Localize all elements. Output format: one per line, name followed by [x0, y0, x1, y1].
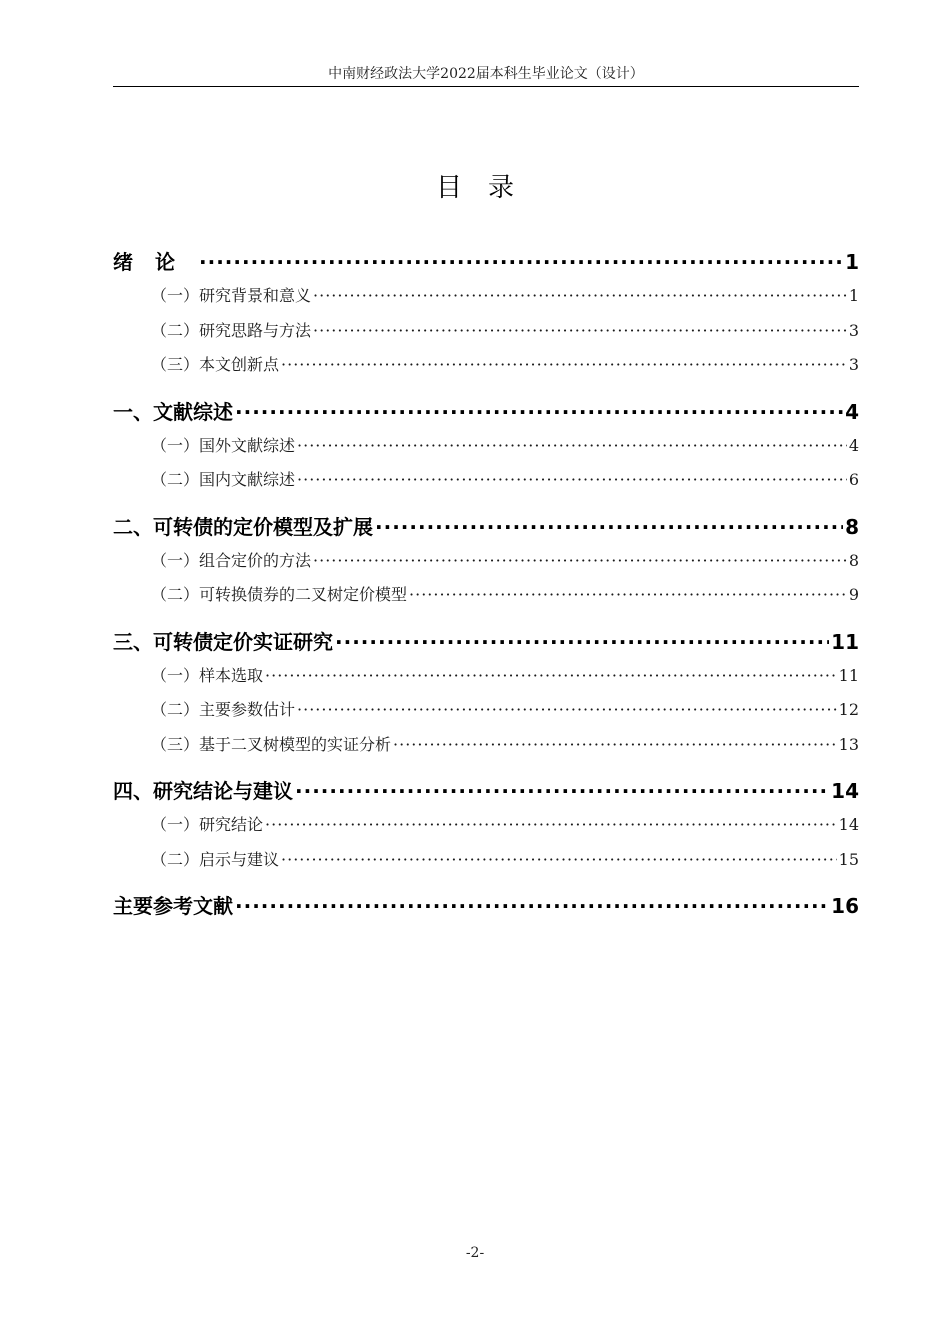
toc-dot-leader — [235, 395, 843, 429]
toc-entry-label: （一）组合定价的方法 — [151, 550, 312, 570]
toc-entry-page-number: 4 — [845, 399, 859, 424]
toc-dot-leader — [295, 774, 829, 808]
toc-entry-page-number: 8 — [845, 514, 859, 539]
toc-dot-leader — [281, 843, 837, 878]
toc-entry-page-number: 14 — [838, 815, 859, 834]
toc-entry-page-number: 4 — [848, 435, 859, 455]
toc-entry-page-number: 12 — [838, 700, 859, 719]
toc-dot-leader — [297, 429, 847, 464]
toc-entry-label: （二）启示与建议 — [151, 849, 280, 869]
toc-entry-page-number: 11 — [831, 629, 859, 654]
toc-section-entry[interactable] — [113, 463, 859, 498]
toc-section-entry[interactable] — [113, 843, 859, 878]
page-header — [113, 64, 859, 87]
page-number: -2- — [465, 1245, 485, 1261]
toc-entry-page-number: 1 — [845, 250, 859, 274]
toc-dot-leader — [235, 889, 829, 923]
toc-entry-label: 四、研究结论与建议 — [113, 779, 293, 803]
toc-entry-label: 一、文献综述 — [113, 399, 233, 424]
toc-dot-leader — [265, 808, 837, 843]
toc-dot-leader — [265, 659, 837, 694]
toc-dot-leader — [313, 544, 847, 579]
toc-entry-label: （二）国内文献综述 — [151, 470, 296, 489]
toc-dot-leader — [393, 728, 837, 763]
toc-section-entry[interactable] — [113, 693, 859, 728]
toc-chapter-entry[interactable] — [113, 625, 859, 659]
toc-section-entry[interactable] — [113, 728, 859, 763]
toc-entry-page-number: 9 — [848, 585, 859, 604]
toc-entry-label: （一）研究结论 — [151, 815, 264, 834]
toc-chapter-entry[interactable] — [113, 245, 859, 279]
toc-entry-label: （三）本文创新点 — [151, 355, 280, 374]
toc-entry-label: （二）可转换债券的二叉树定价模型 — [151, 585, 408, 604]
toc-entry-page-number: 11 — [838, 665, 859, 685]
toc-section-entry[interactable] — [113, 544, 859, 579]
toc-entry-label: （三）基于二叉树模型的实证分析 — [151, 734, 392, 754]
toc-dot-leader — [199, 245, 843, 279]
toc-entry-label: （二）研究思路与方法 — [151, 320, 312, 340]
toc-entry-page-number: 8 — [848, 550, 859, 570]
toc-dot-leader — [335, 625, 829, 659]
toc-entry-label: （二）主要参数估计 — [151, 700, 296, 719]
toc-section-entry[interactable] — [113, 578, 859, 613]
toc-dot-leader — [409, 578, 847, 613]
toc-entry-page-number: 3 — [848, 320, 859, 340]
toc-chapter-entry[interactable] — [113, 395, 859, 429]
toc-dot-leader — [281, 348, 847, 383]
toc-entry-page-number: 15 — [838, 849, 859, 869]
toc-section-entry[interactable] — [113, 279, 859, 314]
toc-entry-page-number: 6 — [848, 470, 859, 489]
toc-entry-label: 绪论 — [113, 250, 197, 274]
toc-entry-page-number: 13 — [838, 734, 859, 754]
toc-entry-label: 主要参考文献 — [113, 894, 233, 918]
toc-entry-label: （一）样本选取 — [151, 665, 264, 685]
toc-dot-leader — [297, 463, 847, 498]
toc-entry-label: 三、可转债定价实证研究 — [113, 629, 333, 654]
table-of-contents — [113, 245, 859, 923]
toc-chapter-entry[interactable] — [113, 510, 859, 544]
toc-entry-label: 二、可转债的定价模型及扩展 — [113, 514, 373, 539]
toc-entry-page-number: 16 — [831, 894, 859, 918]
toc-entry-page-number: 14 — [831, 779, 859, 803]
toc-entry-label: （一）国外文献综述 — [151, 435, 296, 455]
toc-chapter-entry[interactable] — [113, 889, 859, 923]
toc-dot-leader — [375, 510, 843, 544]
toc-entry-page-number: 1 — [848, 286, 859, 305]
toc-section-entry[interactable] — [113, 808, 859, 843]
toc-section-entry[interactable] — [113, 314, 859, 349]
page-header-text: 中南财经政法大学2022届本科生毕业论文（设计） — [328, 66, 644, 82]
toc-chapter-entry[interactable] — [113, 774, 859, 808]
toc-entry-page-number: 3 — [848, 355, 859, 374]
toc-entry-label: （一）研究背景和意义 — [151, 286, 312, 305]
toc-dot-leader — [313, 279, 847, 314]
toc-section-entry[interactable] — [113, 659, 859, 694]
toc-section-entry[interactable] — [113, 348, 859, 383]
toc-dot-leader — [297, 693, 837, 728]
toc-section-entry[interactable] — [113, 429, 859, 464]
toc-dot-leader — [313, 314, 847, 349]
toc-title: 目录 — [435, 173, 540, 203]
